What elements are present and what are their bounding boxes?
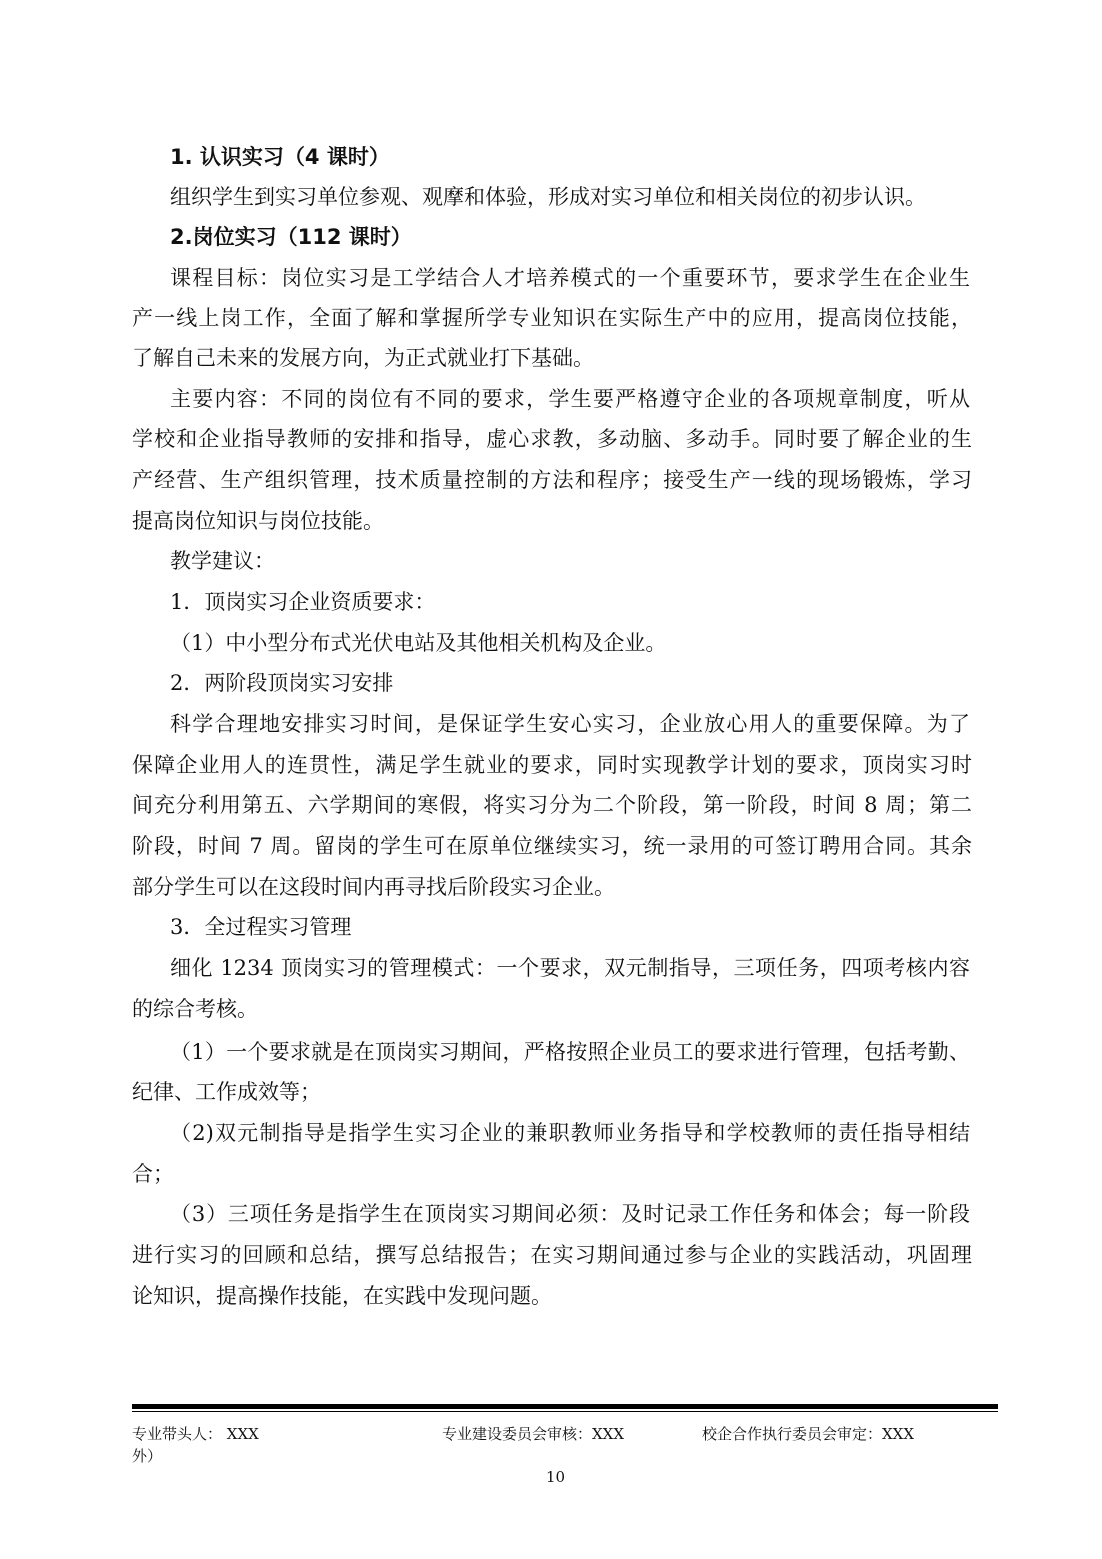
item-title: 1．顶岗实习企业资质要求： — [170, 590, 436, 614]
footer-divider-thick — [132, 1404, 998, 1409]
paragraph-line: 学校和企业指导教师的安排和指导，虚心求教，多动脑、多动手。同时要了解企业的生 — [132, 427, 972, 451]
paragraph-line: 产一线上岗工作，全面了解和掌握所学专业知识在实际生产中的应用，提高岗位技能， — [132, 306, 972, 330]
paragraph-line: 组织学生到实习单位参观、观摩和体验，形成对实习单位和相关岗位的初步认识。 — [170, 185, 926, 209]
item-title: 3．全过程实习管理 — [170, 915, 352, 939]
paragraph-line: 课程目标：岗位实习是工学结合人才培养模式的一个重要环节，要求学生在企业生 — [170, 266, 970, 290]
paragraph-line: 论知识，提高操作技能，在实践中发现问题。 — [132, 1284, 552, 1308]
footer-coop-approval: 校企合作执行委员会审定：XXX — [702, 1425, 915, 1443]
teaching-advice-label: 教学建议： — [170, 549, 275, 573]
item-sub: （1）中小型分布式光伏电站及其他相关机构及企业。 — [170, 631, 667, 655]
paragraph-line: 的综合考核。 — [132, 997, 258, 1021]
page-number: 10 — [546, 1468, 566, 1486]
paragraph-line: 产经营、生产组织管理，技术质量控制的方法和程序；接受生产一线的现场锻炼，学习 — [132, 468, 972, 492]
footer-leader-wrap: 外） — [132, 1447, 163, 1465]
paragraph-line: （2)双元制指导是指学生实习企业的兼职教师业务指导和学校教师的责任指导相结 — [170, 1121, 970, 1145]
footer-divider-thin — [132, 1411, 998, 1412]
paragraph-line: 保障企业用人的连贯性，满足学生就业的要求，同时实现教学计划的要求，顶岗实习时 — [132, 753, 972, 777]
paragraph-line: 纪律、工作成效等； — [132, 1080, 321, 1104]
paragraph-line: 细化 1234 顶岗实习的管理模式：一个要求，双元制指导，三项任务，四项考核内容 — [170, 956, 970, 980]
paragraph-line: 间充分利用第五、六学期间的寒假，将实习分为二个阶段，第一阶段，时间 8 周；第二 — [132, 793, 972, 817]
paragraph-line: （1）一个要求就是在顶岗实习期间，严格按照企业员工的要求进行管理，包括考勤、 — [170, 1040, 970, 1064]
paragraph-line: 进行实习的回顾和总结，撰写总结报告；在实习期间通过参与企业的实践活动，巩固理 — [132, 1243, 972, 1267]
paragraph-line: 部分学生可以在这段时间内再寻找后阶段实习企业。 — [132, 875, 615, 899]
paragraph-line: 阶段，时间 7 周。留岗的学生可在原单位继续实习，统一录用的可签订聘用合同。其余 — [132, 834, 972, 858]
paragraph-line: 提高岗位知识与岗位技能。 — [132, 509, 384, 533]
section-heading-cognitive-internship: 1. 认识实习（4 课时） — [170, 145, 390, 169]
item-title: 2．两阶段顶岗实习安排 — [170, 671, 394, 695]
footer-leader: 专业带头人： XXX — [132, 1425, 259, 1443]
paragraph-line: 了解自己未来的发展方向，为正式就业打下基础。 — [132, 346, 594, 370]
paragraph-line: 合； — [132, 1162, 174, 1186]
paragraph-line: 科学合理地安排实习时间，是保证学生安心实习，企业放心用人的重要保障。为了 — [170, 712, 970, 736]
footer-committee-review: 专业建设委员会审核：XXX — [442, 1425, 625, 1443]
paragraph-line: 主要内容：不同的岗位有不同的要求，学生要严格遵守企业的各项规章制度，听从 — [170, 387, 970, 411]
section-heading-post-internship: 2.岗位实习（112 课时） — [170, 225, 412, 249]
paragraph-line: （3）三项任务是指学生在顶岗实习期间必须：及时记录工作任务和体会；每一阶段 — [170, 1202, 970, 1226]
